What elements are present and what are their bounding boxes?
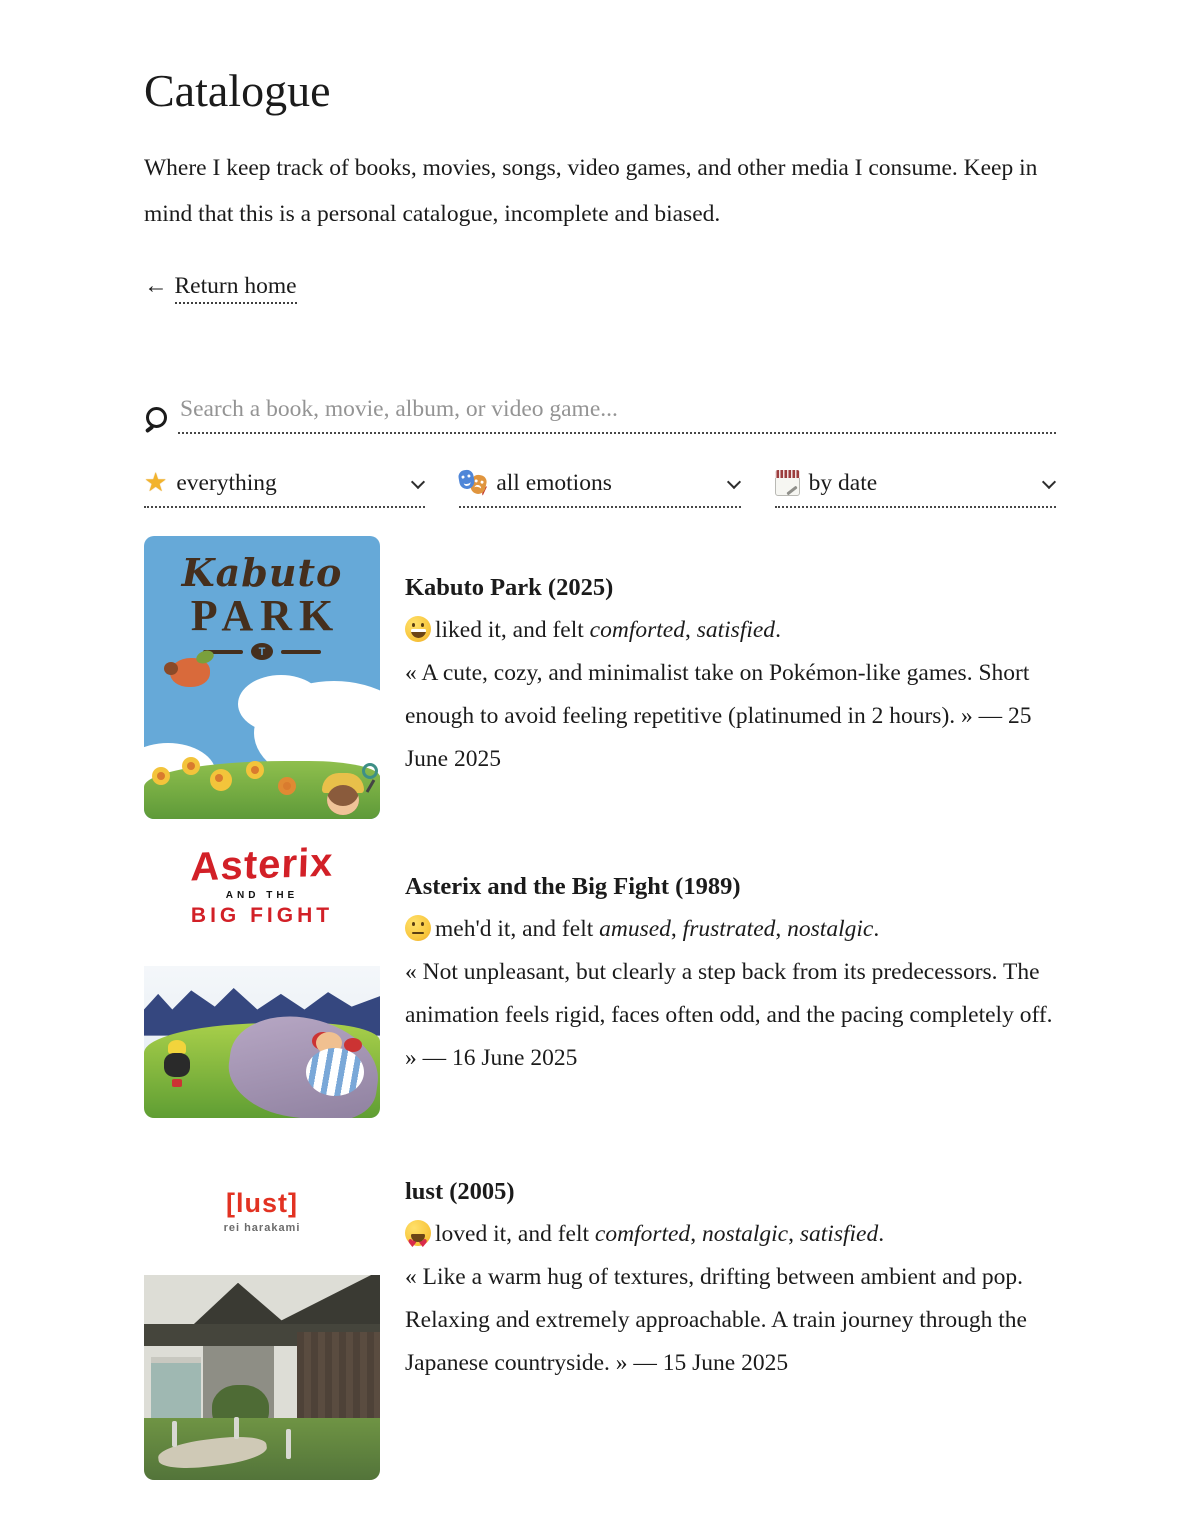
entry-title: Asterix and the Big Fight (1989)	[405, 872, 741, 900]
chevron-down-icon	[1042, 477, 1056, 489]
review-text: « A cute, cozy, and minimalist take on Pokémon-like games. Short enough to avoid feeling repetitive (platinumed in 2 hours). »	[405, 659, 1030, 729]
entry-reaction-line	[405, 908, 1056, 951]
entry-title: Kabuto Park (2025)	[405, 573, 614, 601]
asterix-scene	[144, 966, 380, 1118]
entry-reaction-line	[405, 609, 1056, 652]
return-home-link[interactable]: Return home	[175, 273, 297, 304]
feelings-list: amused, frustrated, nostalgic.	[599, 915, 880, 942]
flower-shape	[210, 769, 232, 791]
obelix-character-shape	[306, 1032, 366, 1098]
em-dash: —	[633, 1349, 657, 1376]
child-character-shape	[316, 773, 370, 819]
flower-shape	[278, 777, 296, 795]
filter-category-label: everything	[176, 469, 277, 496]
theatre-masks-icon	[459, 470, 487, 496]
chevron-down-icon	[727, 477, 741, 489]
flying-beetle-shape	[170, 658, 210, 687]
beetle-icon: T	[251, 643, 273, 660]
page-title: Catalogue	[144, 65, 331, 116]
reaction-text: meh'd it, and felt	[435, 915, 594, 942]
heart-eyes-face-icon	[405, 1220, 431, 1246]
entry-title: lust (2005)	[405, 1177, 515, 1205]
divider-line-shape	[281, 650, 321, 654]
catalogue-page	[144, 0, 1056, 1536]
cover-asterix-big-fight	[144, 835, 380, 1118]
entry-text	[405, 536, 1056, 819]
entry-date: 15 June 2025	[662, 1349, 789, 1376]
intro-text: Where I keep track of books, movies, songs, video games, and other media I consume. Keep in mind that this is a personal catalogue, incomplete and biased.	[144, 154, 1038, 227]
flower-shape	[152, 767, 170, 785]
filter-row	[144, 470, 1056, 508]
filter-emotions-label: all emotions	[496, 469, 612, 496]
flower-shape	[182, 757, 200, 775]
reaction-text: liked it, and felt	[435, 616, 584, 643]
feelings-list: comforted, nostalgic, satisfied.	[594, 1220, 885, 1247]
kabuto-cover-title-script: Kabuto	[181, 549, 343, 595]
left-arrow-icon: ←	[144, 272, 168, 299]
grinning-face-icon	[405, 616, 431, 642]
search-input[interactable]	[178, 396, 1056, 434]
entry-date: 25 June 2025	[405, 702, 1032, 772]
filter-emotions-dropdown[interactable]	[459, 470, 740, 508]
entry-review	[405, 1256, 1056, 1385]
calendar-icon	[775, 470, 800, 496]
review-text: « Not unpleasant, but clearly a step back from its predecessors. The animation feels rigid, faces often odd, and the pacing completely off. »	[405, 958, 1053, 1071]
entry-review	[405, 652, 1056, 781]
feelings-list: comforted, satisfied.	[589, 616, 781, 643]
asterix-and-the-text: AND THE	[225, 889, 299, 901]
catalogue-entries	[144, 536, 1056, 1480]
chevron-down-icon	[411, 477, 425, 489]
lust-artist-text: rei harakami	[223, 1221, 301, 1234]
entry-review	[405, 951, 1056, 1080]
entry-asterix-big-fight	[144, 835, 1056, 1118]
em-dash: —	[422, 1044, 447, 1071]
entry-date: 16 June 2025	[452, 1044, 578, 1071]
asterix-big-fight-text: BIG FIGHT	[190, 903, 334, 927]
filter-category-dropdown[interactable]	[144, 470, 425, 508]
asterix-logo-text: Asterix	[189, 840, 335, 890]
lust-album-title-text: [lust]	[226, 1187, 298, 1218]
reaction-text: loved it, and felt	[435, 1220, 590, 1247]
pole-shape	[172, 1421, 177, 1447]
bug-net-shape	[362, 763, 378, 779]
neutral-face-icon	[405, 915, 431, 941]
entry-text	[405, 835, 1056, 1118]
pole-shape	[286, 1429, 291, 1459]
flower-shape	[246, 761, 264, 779]
entry-text	[405, 1140, 1056, 1480]
roof-shape	[267, 1275, 380, 1328]
filter-sort-label: by date	[808, 469, 878, 496]
entry-lust	[144, 1140, 1056, 1480]
em-dash: —	[978, 702, 1003, 729]
filter-sort-dropdown[interactable]	[775, 470, 1056, 508]
asterix-character-shape	[160, 1040, 196, 1084]
search-icon	[144, 404, 172, 434]
review-text: « Like a warm hug of textures, drifting between ambient and pop. Relaxing and extremely approachable. A train journey through the Japanese countryside. »	[405, 1263, 1027, 1376]
pole-shape	[234, 1417, 239, 1439]
return-home-row	[144, 273, 1056, 304]
kabuto-cover-title-park: PARK	[190, 590, 341, 640]
entry-kabuto-park	[144, 536, 1056, 819]
entry-reaction-line	[405, 1213, 1056, 1256]
lust-photo	[144, 1275, 380, 1480]
search-bar	[144, 396, 1056, 434]
kabuto-cover-divider	[144, 643, 380, 660]
cloud-shape	[238, 675, 324, 733]
cover-lust	[144, 1140, 380, 1480]
cover-kabuto-park	[144, 536, 380, 819]
star-icon: ★	[144, 468, 168, 499]
